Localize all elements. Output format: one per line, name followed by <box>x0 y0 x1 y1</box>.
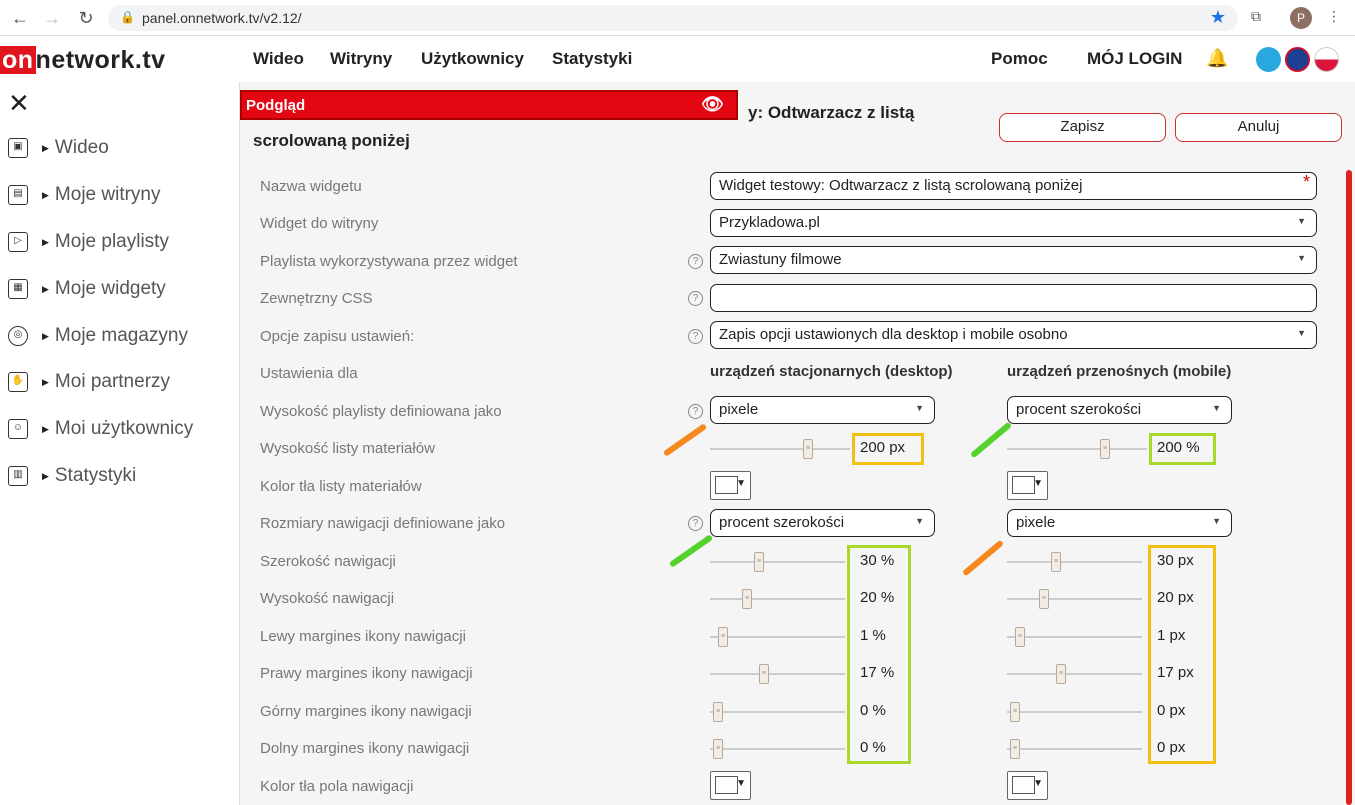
nav-size-mode-label: Rozmiary nawigacji definiowane jako <box>260 515 506 532</box>
login-link[interactable]: MÓJ LOGIN <box>1087 49 1183 68</box>
css-label: Zewnętrzny CSS <box>260 290 373 307</box>
mobile-top-margin-value: 0 px <box>1157 702 1186 719</box>
chevron-down-icon: ▼ <box>1212 403 1221 413</box>
slider-thumb[interactable]: ≡ <box>742 589 752 609</box>
slider-thumb[interactable]: ≡ <box>1051 552 1061 572</box>
list-height-label: Wysokość listy materiałów <box>260 440 435 457</box>
caret-right-icon: ▶ <box>42 142 49 153</box>
mobile-list-height-value: 200 % <box>1157 439 1200 456</box>
mobile-nav-height-slider[interactable] <box>1007 595 1142 602</box>
close-sidebar-icon[interactable]: ✕ <box>8 88 30 118</box>
info-icon[interactable]: ? <box>688 254 703 269</box>
nav-width-label: Szerokość nawigacji <box>260 553 396 570</box>
mobile-column-header: urządzeń przenośnych (mobile) <box>1007 363 1232 380</box>
chevron-down-icon: ▼ <box>1297 328 1306 338</box>
forward-icon[interactable]: → <box>43 8 61 28</box>
statistics-icon: ▥ <box>8 466 28 486</box>
caret-right-icon: ▶ <box>42 423 49 434</box>
desktop-left-margin-value: 1 % <box>860 627 886 644</box>
desktop-right-margin-value: 17 % <box>860 664 895 681</box>
desktop-nav-width-value: 30 % <box>860 552 895 569</box>
topnav-witryny[interactable]: Witryny <box>330 49 393 68</box>
left-margin-label: Lewy margines ikony nawigacji <box>260 628 466 645</box>
lock-icon: 🔒 <box>120 10 135 24</box>
sidebar-item-partnerzy[interactable]: ✋ ▶ Moi partnerzy <box>8 368 170 396</box>
cancel-button[interactable]: Anuluj <box>1175 113 1342 142</box>
playlist-select[interactable]: Zwiastuny filmowe ▼ <box>710 246 1317 274</box>
mobile-list-height-slider[interactable] <box>1007 445 1147 452</box>
mobile-top-margin-slider[interactable] <box>1007 708 1142 715</box>
slider-thumb[interactable]: ≡ <box>1010 739 1020 759</box>
desktop-left-margin-slider[interactable] <box>710 633 845 640</box>
desktop-nav-bg-color-picker[interactable] <box>710 771 751 800</box>
topnav-statystyki[interactable]: Statystyki <box>552 49 633 68</box>
video-camera-icon: ▣ <box>8 138 28 158</box>
handshake-icon: ✋ <box>8 372 28 392</box>
slider-thumb[interactable]: ≡ <box>754 552 764 572</box>
profile-avatar[interactable]: P <box>1290 7 1312 29</box>
top-margin-label: Górny margines ikony nawigacji <box>260 703 472 720</box>
mobile-nav-height-value: 20 px <box>1157 589 1194 606</box>
chevron-down-icon: ▼ <box>1033 478 1043 489</box>
slider-thumb[interactable]: ≡ <box>803 439 813 459</box>
mobile-nav-width-slider[interactable] <box>1007 558 1142 565</box>
browser-toolbar <box>0 0 1355 36</box>
caret-right-icon: ▶ <box>42 330 49 341</box>
widget-site-label: Widget do witryny <box>260 215 379 232</box>
slider-thumb[interactable]: ≡ <box>1056 664 1066 684</box>
caret-right-icon: ▶ <box>42 376 49 387</box>
mobile-right-margin-slider[interactable] <box>1007 670 1142 677</box>
nav-bg-color-label: Kolor tła pola nawigacji <box>260 778 414 795</box>
settings-for-label: Ustawienia dla <box>260 365 358 382</box>
chevron-down-icon: ▼ <box>736 478 746 489</box>
playlist-label: Playlista wykorzystywana przez widget <box>260 253 518 270</box>
chevron-down-icon: ▼ <box>736 778 746 789</box>
desktop-nav-size-mode-select[interactable]: procent szerokości ▼ <box>710 509 935 537</box>
widget-name-label: Nazwa widgetu <box>260 178 362 195</box>
browser-menu-icon[interactable]: ⋮ <box>1327 8 1341 24</box>
slider-thumb[interactable]: ≡ <box>759 664 769 684</box>
sidebar-item-statystyki[interactable]: ▥ ▶ Statystyki <box>8 462 136 490</box>
right-margin-label: Prawy margines ikony nawigacji <box>260 665 473 682</box>
page-title-part: y: Odtwarzacz z listą <box>748 103 915 122</box>
slider-thumb[interactable]: ≡ <box>1039 589 1049 609</box>
website-icon: ▤ <box>8 185 28 205</box>
address-bar[interactable] <box>108 5 1238 31</box>
preview-bar[interactable] <box>240 90 738 120</box>
bell-icon[interactable]: 🔔 <box>1206 48 1229 68</box>
caret-right-icon: ▶ <box>42 189 49 200</box>
save-button[interactable]: Zapisz <box>999 113 1166 142</box>
desktop-list-bg-color-picker[interactable] <box>710 471 751 500</box>
chevron-down-icon: ▼ <box>1297 253 1306 263</box>
save-options-select[interactable]: Zapis opcji ustawionych dla desktop i mobile osobno ▼ <box>710 321 1317 349</box>
yellow-highlight-box <box>1148 545 1216 764</box>
skype-icon[interactable] <box>1256 47 1281 72</box>
pl-flag-icon[interactable] <box>1314 47 1339 72</box>
slider-thumb[interactable]: ≡ <box>713 702 723 722</box>
slider-thumb[interactable]: ≡ <box>713 739 723 759</box>
mobile-left-margin-value: 1 px <box>1157 627 1186 644</box>
desktop-bottom-margin-value: 0 % <box>860 739 886 756</box>
info-icon[interactable]: ? <box>688 291 703 306</box>
mobile-bottom-margin-slider[interactable] <box>1007 745 1142 752</box>
desktop-top-margin-value: 0 % <box>860 702 886 719</box>
caret-right-icon: ▶ <box>42 470 49 481</box>
desktop-top-margin-slider[interactable] <box>710 708 845 715</box>
list-bg-color-label: Kolor tła listy materiałów <box>260 478 422 495</box>
playlist-height-mode-label: Wysokość playlisty definiowana jako <box>260 403 502 420</box>
info-icon[interactable]: ? <box>688 329 703 344</box>
topnav-uzytkownicy[interactable]: Użytkownicy <box>421 49 524 68</box>
users-icon: ☺ <box>8 419 28 439</box>
mobile-nav-size-mode-select[interactable]: pixele ▼ <box>1007 509 1232 537</box>
onnetwork-logo[interactable]: onnetwork.tv <box>2 46 166 74</box>
desktop-column-header: urządzeń stacjonarnych (desktop) <box>710 363 953 380</box>
sidebar-item-magazyny[interactable]: ◎ ▶ Moje magazyny <box>8 322 188 350</box>
desktop-right-margin-slider[interactable] <box>710 670 845 677</box>
sidebar-item-witryny[interactable]: ▤ ▶ Moje witryny <box>8 181 161 209</box>
desktop-playlist-height-mode-select[interactable]: pixele ▼ <box>710 396 935 424</box>
sidebar-item-playlisty[interactable]: ▷ ▶ Moje playlisty <box>8 228 169 256</box>
eye-icon[interactable]: 👁 <box>701 94 724 114</box>
green-highlight-box <box>847 545 911 764</box>
desktop-nav-height-value: 20 % <box>860 589 895 606</box>
slider-thumb[interactable]: ≡ <box>1015 627 1025 647</box>
mobile-nav-width-value: 30 px <box>1157 552 1194 569</box>
film-reel-icon: ◎ <box>8 326 28 346</box>
chevron-down-icon: ▼ <box>915 516 924 526</box>
extension-icon[interactable]: ⧉ <box>1251 8 1261 24</box>
caret-right-icon: ▶ <box>42 283 49 294</box>
sidebar-item-widgety[interactable]: ▦ ▶ Moje widgety <box>8 275 166 303</box>
widget-icon: ▦ <box>8 279 28 299</box>
nav-height-label: Wysokość nawigacji <box>260 590 395 607</box>
playlist-icon: ▷ <box>8 232 28 252</box>
widget-name-input[interactable]: Widget testowy: Odtwarzacz z listą scrolowaną poniżej * <box>710 172 1317 200</box>
sidebar-item-uzytkownicy[interactable]: ☺ ▶ Moi użytkownicy <box>8 415 193 443</box>
chevron-down-icon: ▼ <box>1297 216 1306 226</box>
chevron-down-icon: ▼ <box>915 403 924 413</box>
mobile-left-margin-slider[interactable] <box>1007 633 1142 640</box>
topnav-wideo[interactable]: Wideo <box>253 49 304 68</box>
slider-thumb[interactable]: ≡ <box>1100 439 1110 459</box>
mobile-playlist-height-mode-select[interactable]: procent szerokości ▼ <box>1007 396 1232 424</box>
required-marker: * <box>1302 172 1310 192</box>
save-options-label: Opcje zapisu ustawień: <box>260 328 415 345</box>
desktop-list-height-slider[interactable] <box>710 445 850 452</box>
bottom-margin-label: Dolny margines ikony nawigacji <box>260 740 470 757</box>
help-link[interactable]: Pomoc <box>991 49 1048 68</box>
info-icon[interactable]: ? <box>688 516 703 531</box>
chevron-down-icon: ▼ <box>1212 516 1221 526</box>
back-icon[interactable]: ← <box>11 8 29 28</box>
color-swatch <box>1012 476 1035 494</box>
caret-right-icon: ▶ <box>42 236 49 247</box>
sidebar-item-wideo[interactable]: ▣ ▶ Wideo <box>8 134 109 162</box>
css-input[interactable] <box>710 284 1317 312</box>
mobile-right-margin-value: 17 px <box>1157 664 1194 681</box>
uk-flag-icon[interactable] <box>1285 47 1310 72</box>
mobile-nav-bg-color-picker[interactable] <box>1007 771 1048 800</box>
info-icon[interactable]: ? <box>688 404 703 419</box>
chevron-down-icon: ▼ <box>1033 778 1043 789</box>
slider-thumb[interactable]: ≡ <box>718 627 728 647</box>
slider-thumb[interactable]: ≡ <box>1010 702 1020 722</box>
scrollbar[interactable] <box>1346 170 1352 805</box>
reload-icon[interactable]: ↻ <box>78 8 94 28</box>
url-text[interactable]: panel.onnetwork.tv/v2.12/ <box>142 10 302 26</box>
widget-site-select[interactable]: Przykladowa.pl ▼ <box>710 209 1317 237</box>
color-swatch <box>715 776 738 794</box>
color-swatch <box>715 476 738 494</box>
desktop-nav-height-slider[interactable] <box>710 595 845 602</box>
desktop-nav-width-slider[interactable] <box>710 558 845 565</box>
mobile-list-bg-color-picker[interactable] <box>1007 471 1048 500</box>
page-title-continued: scrolowaną poniżej <box>253 131 410 150</box>
desktop-list-height-value: 200 px <box>860 439 906 456</box>
desktop-bottom-margin-slider[interactable] <box>710 745 845 752</box>
bookmark-star-icon[interactable]: ★ <box>1209 7 1226 27</box>
color-swatch <box>1012 776 1035 794</box>
preview-label: Podgląd <box>246 97 306 114</box>
mobile-bottom-margin-value: 0 px <box>1157 739 1186 756</box>
